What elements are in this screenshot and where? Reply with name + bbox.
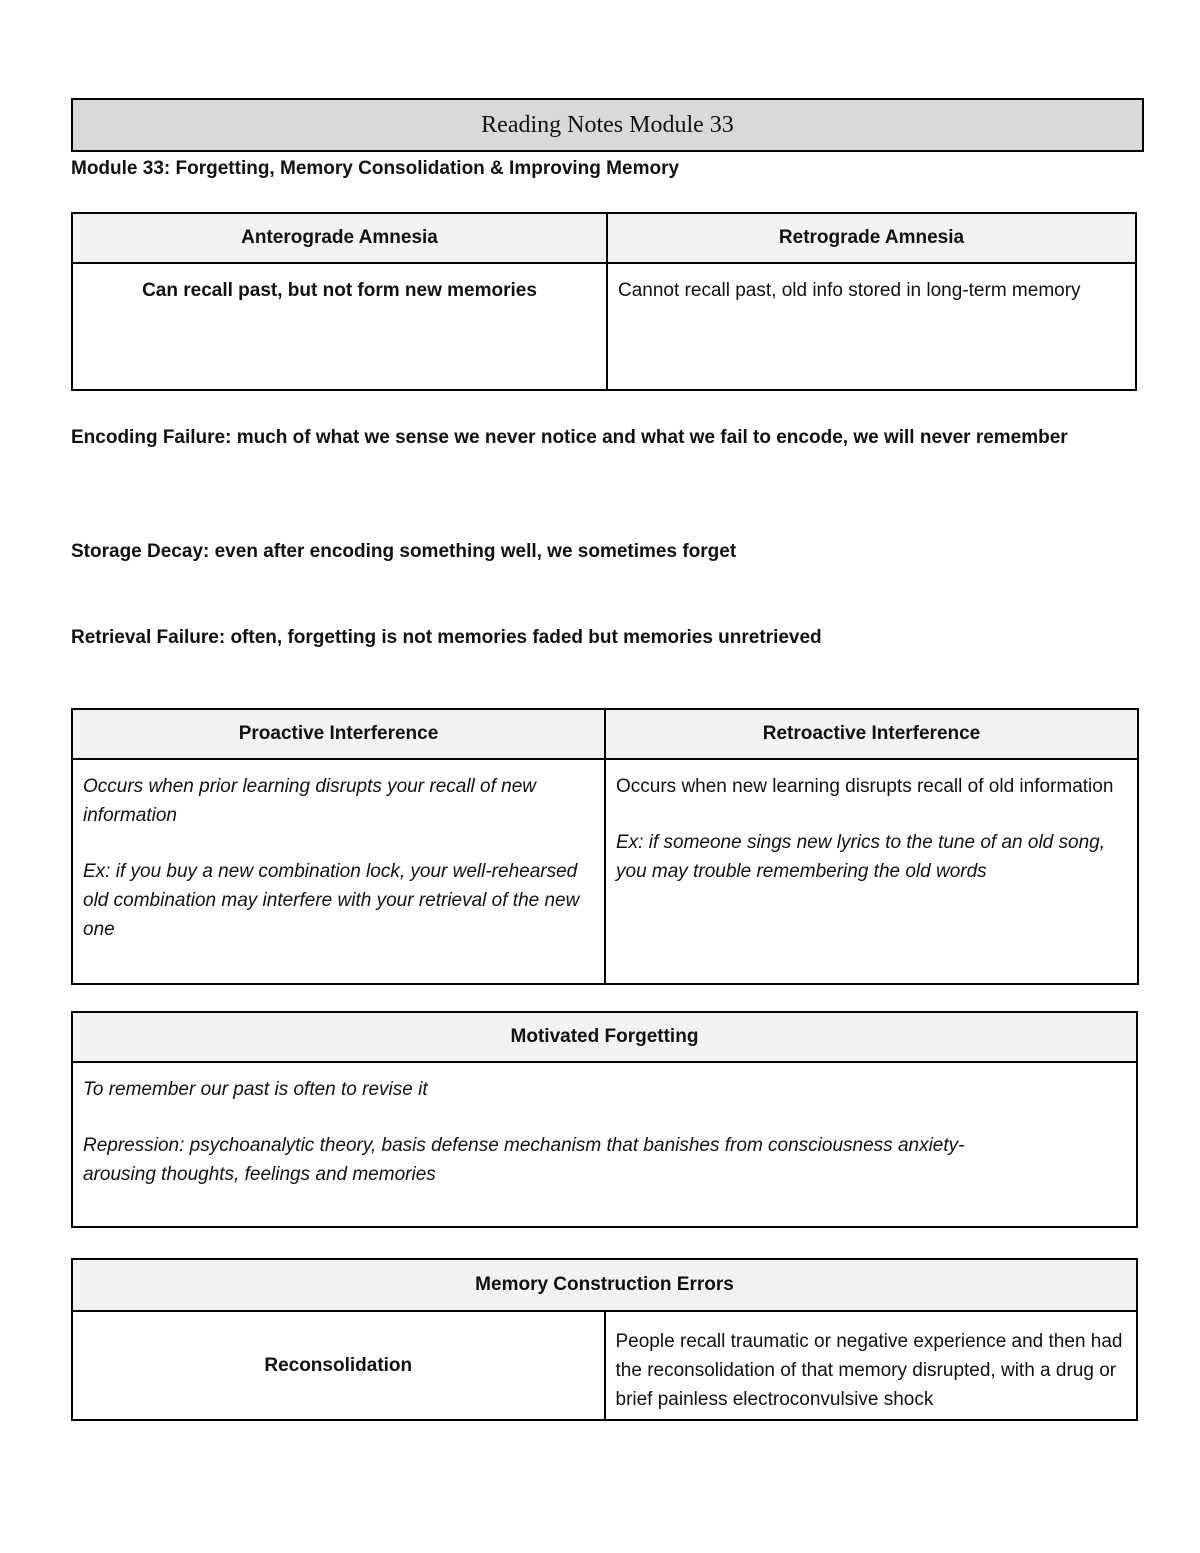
anterograde-description: Can recall past, but not form new memories [72, 263, 607, 390]
retrograde-header: Retrograde Amnesia [607, 213, 1136, 263]
anterograde-header: Anterograde Amnesia [72, 213, 607, 263]
storage-decay-note: Storage Decay: even after encoding something well, we sometimes forget [71, 541, 737, 562]
memory-construction-table [71, 1258, 1138, 1421]
retroactive-example: Ex: if someone sings new lyrics to the tune of an old song, you may trouble remembering the old words [616, 832, 1105, 882]
motivated-forgetting-line1: To remember our past is often to revise it [83, 1079, 428, 1100]
memory-construction-header: Memory Construction Errors [72, 1259, 1137, 1311]
proactive-example: Ex: if you buy a new combination lock, your well-rehearsed old combination may interfere with your retrieval of the new one [83, 861, 580, 940]
reconsolidation-description: People recall traumatic or negative experience and then had the reconsolidation of that memory disrupted, with a drug or brief painless electroconvulsive shock [605, 1311, 1138, 1420]
motivated-forgetting-header: Motivated Forgetting [72, 1012, 1137, 1062]
retroactive-cell [605, 759, 1138, 984]
motivated-forgetting-cell [72, 1062, 1137, 1227]
module-subtitle: Module 33: Forgetting, Memory Consolidation & Improving Memory [71, 158, 680, 179]
retrieval-failure-note: Retrieval Failure: often, forgetting is not memories faded but memories unretrieved [71, 627, 822, 648]
retroactive-header: Retroactive Interference [605, 709, 1138, 759]
proactive-cell [72, 759, 605, 984]
encoding-failure-note: Encoding Failure: much of what we sense we never notice and what we fail to encode, we will never remember [71, 427, 1068, 448]
reconsolidation-label: Reconsolidation [72, 1311, 605, 1420]
retroactive-definition: Occurs when new learning disrupts recall of old information [616, 776, 1114, 797]
retrograde-description: Cannot recall past, old info stored in long-term memory [607, 263, 1136, 390]
proactive-definition: Occurs when prior learning disrupts your recall of new information [83, 776, 537, 826]
amnesia-table [71, 212, 1137, 391]
interference-table [71, 708, 1139, 985]
motivated-forgetting-table [71, 1011, 1138, 1228]
repression-note: Repression: psychoanalytic theory, basis defense mechanism that banishes from consciousness anxiety-arousing thoughts, feelings and memories [83, 1135, 965, 1185]
page-title: Reading Notes Module 33 [71, 98, 1144, 152]
proactive-header: Proactive Interference [72, 709, 605, 759]
